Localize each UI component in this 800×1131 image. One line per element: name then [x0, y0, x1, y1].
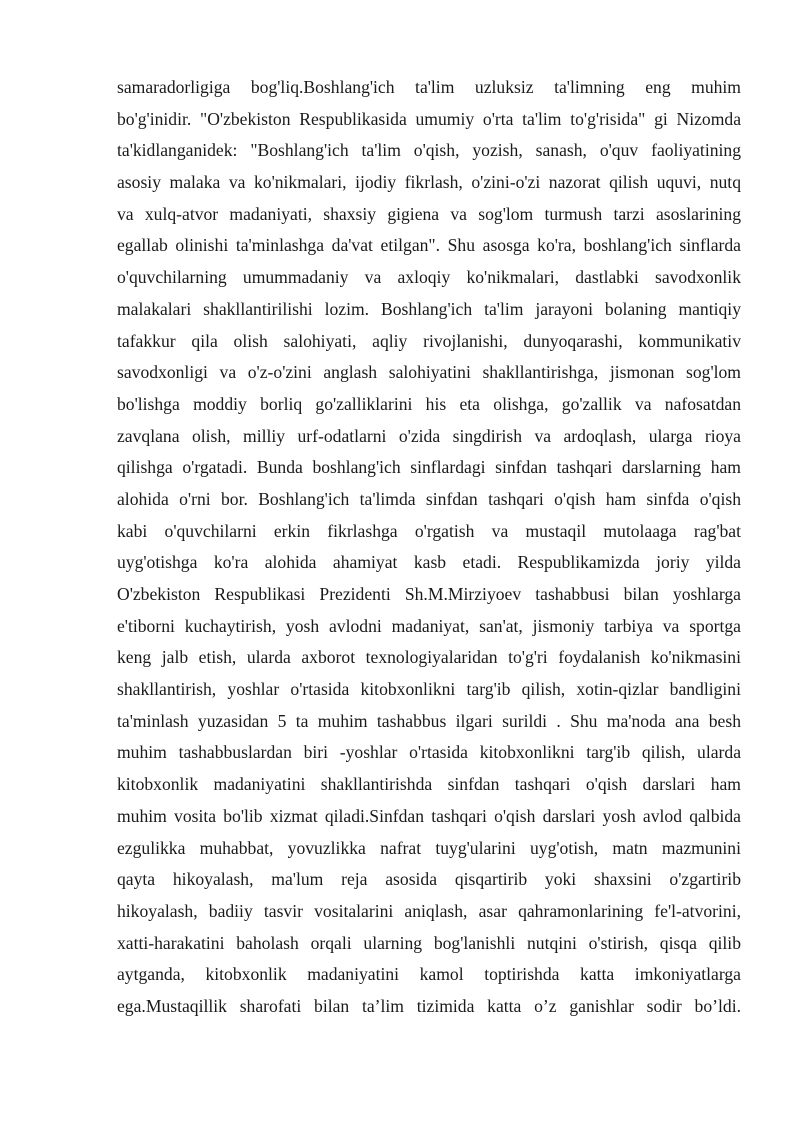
- text-line: zavqlana olish, milliy urf-odatlarni o'zida singdirish va ardoqlash, ularga rioya: [117, 425, 741, 446]
- text-line: muhim vosita bo'lib xizmat qiladi.Sinfdan tashqari o'qish darslari yosh avlod qalbida: [117, 805, 741, 826]
- text-line: savodxonligi va o'z-o'zini anglash salohiyatini shakllantirishga, jismonan sog'lom: [117, 362, 741, 383]
- text-line: qayta hikoyalash, ma'lum reja asosida qisqartirib yoki shaxsini o'zgartirib: [117, 869, 741, 890]
- body-text: [117, 72, 741, 1023]
- text-line: tafakkur qila olish salohiyati, aqliy rivojlanishi, dunyoqarashi, kommunikativ: [117, 330, 741, 351]
- text-line: shakllantirish, yoshlar o'rtasida kitobxonlikni targ'ib qilish, xotin-qizlar bandligini: [117, 679, 741, 700]
- text-line: alohida o'rni bor. Boshlang'ich ta'limda sinfdan tashqari o'qish ham sinfda o'qish: [117, 488, 741, 509]
- text-line: ta'kidlanganidek: "Boshlang'ich ta'lim o'qish, yozish, sanash, o'quv faoliyatining: [117, 140, 741, 161]
- text-line: hikoyalash, badiiy tasvir vositalarini aniqlash, asar qahramonlarining fe'l-atvorini,: [117, 900, 741, 921]
- text-line: aytganda, kitobxonlik madaniyatini kamol toptirishda katta imkoniyatlarga: [117, 964, 741, 985]
- text-line: ega.Mustaqillik sharofati bilan ta’lim tizimida katta o’z ganishlar sodir bo’ldi.: [117, 995, 741, 1016]
- text-line: egallab olinishi ta'minlashga da'vat etilgan". Shu asosga ko'ra, boshlang'ich sinflarda: [117, 235, 741, 256]
- text-line: bo'g'inidir. "O'zbekiston Respublikasida umumiy o'rta ta'lim to'g'risida" gi Nizomda: [117, 108, 741, 129]
- text-line: kabi o'quvchilarni erkin fikrlashga o'rgatish va mustaqil mutolaaga rag'bat: [117, 520, 741, 541]
- text-line: va xulq-atvor madaniyati, shaxsiy gigiena va sog'lom turmush tarzi asoslarining: [117, 203, 741, 224]
- text-line: e'tiborni kuchaytirish, yosh avlodni madaniyat, san'at, jismoniy tarbiya va sportga: [117, 615, 741, 636]
- text-line: uyg'otishga ko'ra alohida ahamiyat kasb etadi. Respublikamizda joriy yilda: [117, 552, 741, 573]
- text-line: ta'minlash yuzasidan 5 ta muhim tashabbus ilgari surildi . Shu ma'noda ana besh: [117, 710, 741, 731]
- text-line: keng jalb etish, ularda axborot texnologiyalaridan to'g'ri foydalanish ko'nikmasini: [117, 647, 741, 668]
- text-line: muhim tashabbuslardan biri -yoshlar o'rtasida kitobxonlikni targ'ib qilish, ularda: [117, 742, 741, 763]
- text-line: ezgulikka muhabbat, yovuzlikka nafrat tuyg'ularini uyg'otish, matn mazmunini: [117, 837, 741, 858]
- text-line: qilishga o'rgatadi. Bunda boshlang'ich sinflardagi sinfdan tashqari darslarning ham: [117, 457, 741, 478]
- text-line: kitobxonlik madaniyatini shakllantirishda sinfdan tashqari o'qish darslari ham: [117, 774, 741, 795]
- text-line: bo'lishga moddiy borliq go'zalliklarini his eta olishga, go'zallik va nafosatdan: [117, 393, 741, 414]
- text-line: o'quvchilarning umummadaniy va axloqiy ko'nikmalari, dastlabki savodxonlik: [117, 267, 741, 288]
- text-line: samaradorligiga bog'liq.Boshlang'ich ta'lim uzluksiz ta'limning eng muhim: [117, 77, 741, 97]
- text-line: malakalari shakllantirilishi lozim. Boshlang'ich ta'lim jarayoni bolaning mantiqiy: [117, 298, 741, 319]
- text-line: asosiy malaka va ko'nikmalari, ijodiy fikrlash, o'zini-o'zi nazorat qilish uquvi, nutq: [117, 172, 741, 193]
- text-line: O'zbekiston Respublikasi Prezidenti Sh.M.Mirziyoev tashabbusi bilan yoshlarga: [117, 584, 741, 604]
- text-line: xatti-harakatini baholash orqali ularning bog'lanishli nutqini o'stirish, qisqa qilib: [117, 932, 741, 953]
